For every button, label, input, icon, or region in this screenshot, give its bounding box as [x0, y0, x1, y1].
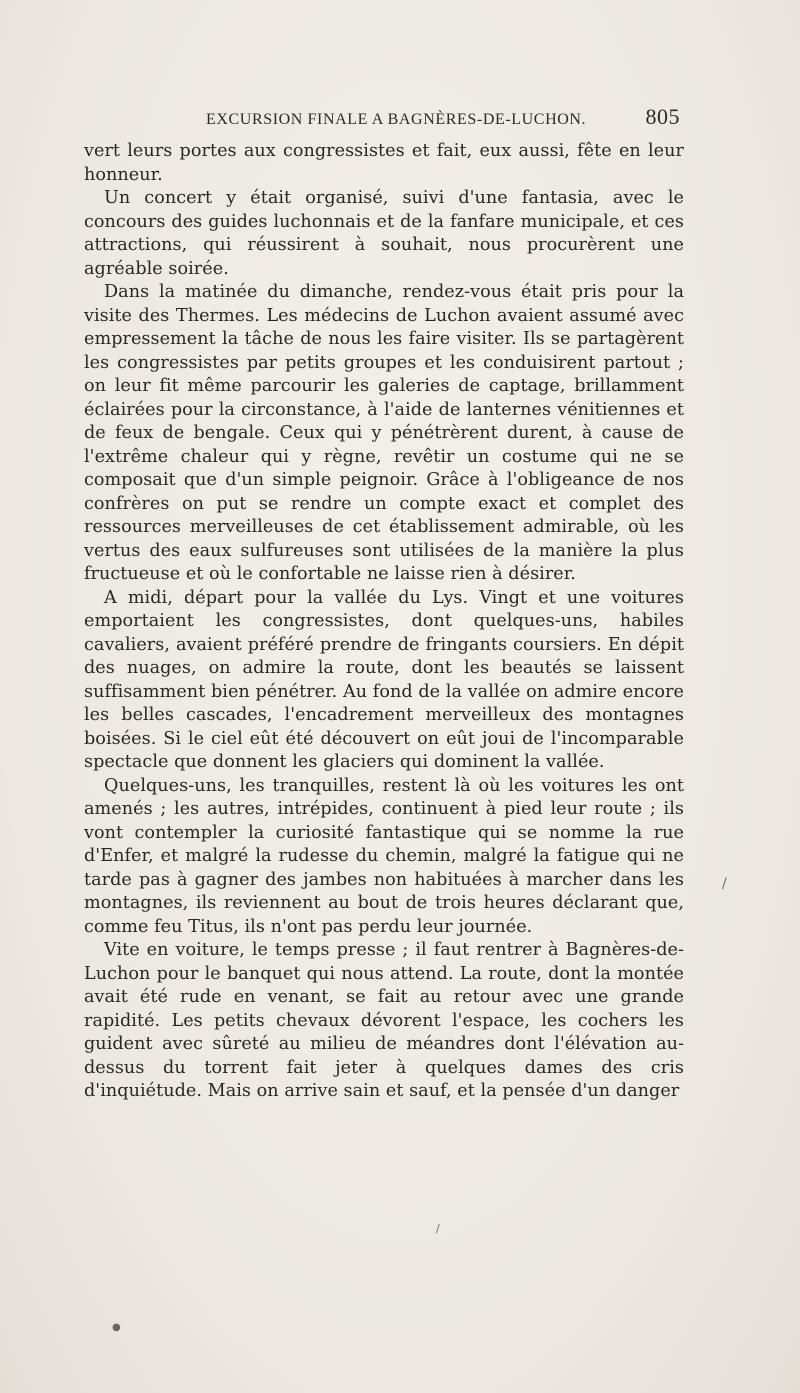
stain-mark-icon: ●: [112, 1322, 121, 1333]
paragraph-rue-d-enfer: Quelques-uns, les tranquilles, restent là où les voitures les ont amenés ; les autres, intrépides, continuent à pied leur route ; ils vont contempler la curiosité fantastique qui se nomme la rue d'Enfer, et malgré la rudesse du chemin, malgré la fatigue qui ne tarde pas à gagner des jambes non habituées à marcher dans les montagnes, ils reviennent au bout de trois heures déclarant que, comme feu Titus, ils n'ont pas perdu leur journée.: [84, 775, 684, 937]
book-page: [84, 104, 684, 1104]
paragraph-vallee-du-lys: A midi, départ pour la vallée du Lys. Vingt et une voitures emportaient les congressistes, dont quelques-uns, habiles cavaliers, avaient préféré prendre de fringants coursiers. En dépit des nuages, on admire la route, dont les beautés se laissent suffisamment bien pénétrer. Au fond de la vallée on admire encore les belles cascades, l'encadrement merveilleux des montagnes boisées. Si le ciel eût été découvert on eût joui de l'incomparable spectacle que donnent les glaciers qui dominent la vallée.: [84, 587, 684, 772]
paragraph-continuation: vert leurs portes aux congressistes et fait, eux aussi, fête en leur honneur.: [84, 141, 684, 185]
running-head: [84, 104, 684, 132]
paragraph-retour: Vite en voiture, le temps presse ; il faut rentrer à Bagnères-de-Luchon pour le banquet qui nous attend. La route, dont la montée avait été rude en venant, se fait au retour avec une grande rapidité. Les petits chevaux dévorent l'espace, les cochers les guident avec sûreté au milieu de méandres dont l'élévation au-dessus du torrent fait jeter à quelques dames des cris d'inquiétude. Mais on arrive sain et sauf, et la pensée d'un danger: [84, 940, 684, 1101]
bottom-mark-icon: /: [436, 1222, 440, 1235]
paragraph-concert: Un concert y était organisé, suivi d'une fantasia, avec le concours des guides luchonnais et de la fanfare municipale, et ces attractions, qui réussirent à souhait, nous procurèrent une agréable soirée.: [84, 188, 684, 279]
page-number: 805: [645, 104, 680, 129]
running-title: EXCURSION FINALE A BAGNÈRES-DE-LUCHON.: [206, 111, 587, 128]
paragraph-thermes: Dans la matinée du dimanche, rendez-vous était pris pour la visite des Thermes. Les médecins de Luchon avaient assumé avec empressement la tâche de nous les faire visiter. Ils se partagèrent les congressistes par petits groupes et les conduisirent partout ; on leur fit même parcourir les galeries de captage, brillamment éclairées pour la circonstance, à l'aide de lanternes vénitiennes et de feux de bengale. Ceux qui y pénétrèrent durent, à cause de l'extrême chaleur qui y règne, revêtir un costume qui ne se composait que d'un simple peignoir. Grâce à l'obligeance de nos confrères on put se rendre un compte exact et complet des ressources merveilleuses de cet établissement admirable, où les vertus des eaux sulfureuses sont utilisées de la manière la plus fructueuse et où le confortable ne laisse rien à désirer.: [84, 282, 684, 584]
margin-mark-icon: /: [722, 876, 727, 892]
